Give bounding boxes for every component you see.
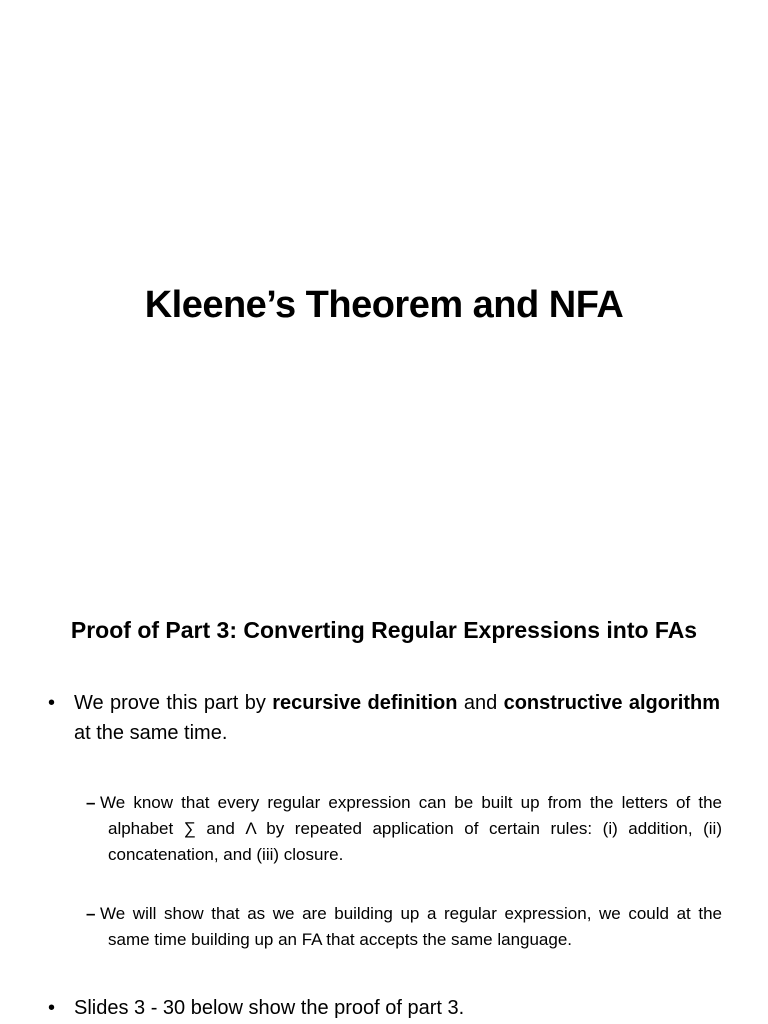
sub-bullet-text: We know that every regular expression can be built up from the letters of the alphabet ∑ and Λ by repeated application of certain rules: (i) addition, (ii) concatenation, and (iii) closure. xyxy=(100,793,722,864)
bullet-text xyxy=(74,688,720,748)
bullet-item xyxy=(48,993,720,1023)
bullet-marker: • xyxy=(48,997,56,1019)
sub-bullet-marker: – xyxy=(86,793,96,812)
bullet-text-part: at the same time. xyxy=(74,722,228,744)
bullet-text-part: and xyxy=(457,692,504,714)
bold-term: constructive algorithm xyxy=(503,692,720,714)
proof-slide xyxy=(0,576,768,1024)
sub-bullet-marker: – xyxy=(86,904,96,923)
sub-bullet-item xyxy=(86,790,722,868)
sub-bullet-item xyxy=(86,901,722,953)
slide-title: Kleene’s Theorem and NFA xyxy=(144,284,624,326)
bullet-text: Slides 3 - 30 below show the proof of part 3. xyxy=(74,997,465,1019)
section-title: Proof of Part 3: Converting Regular Expressions into FAs xyxy=(70,617,698,643)
bullet-marker: • xyxy=(48,692,56,714)
bold-term: recursive definition xyxy=(272,692,458,714)
bullet-item xyxy=(48,688,720,748)
sub-bullet-text: We will show that as we are building up a regular expression, we could at the same time building up an FA that accepts the same language. xyxy=(100,904,722,949)
bullet-text-part: We prove this part by xyxy=(74,692,273,714)
